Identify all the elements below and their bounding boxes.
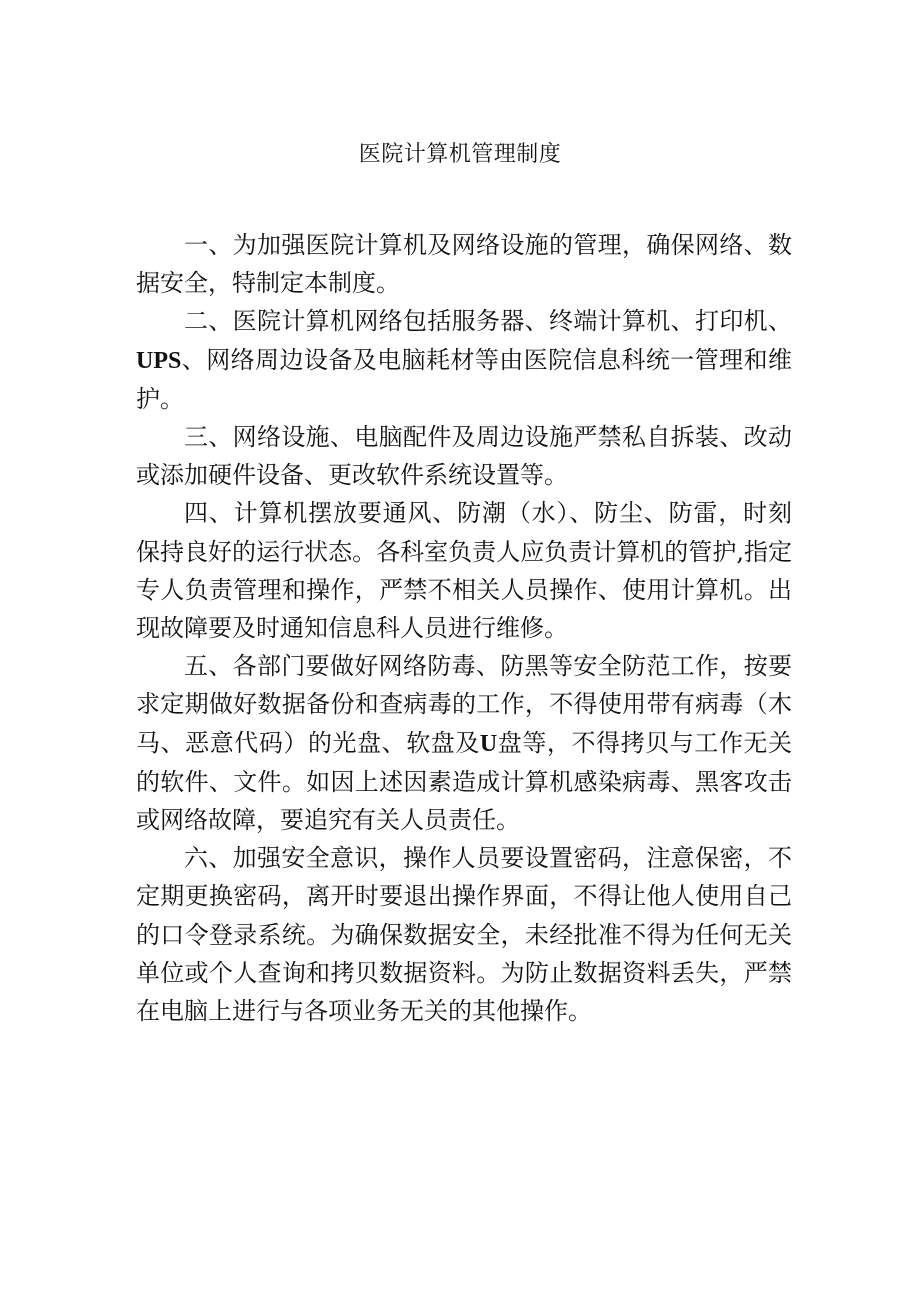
document-body <box>136 226 792 1030</box>
paragraph-3: 三、网络设施、电脑配件及周边设施严禁私自拆装、改动或添加硬件设备、更改软件系统设置等。 <box>136 423 792 490</box>
paragraph-5-text-after: 盘等，不得拷贝与工作无关的软件、文件。如因上述因素造成计算机感染病毒、黑客攻击或网络故障，要追究有关人员责任。 <box>136 728 792 835</box>
paragraph-5-u-term: U <box>479 730 498 757</box>
paragraph-2-text-after: 、网络周边设备及电脑耗材等由医院信息科统一管理和维护。 <box>136 345 792 413</box>
paragraph-4: 四、计算机摆放要通风、防潮（水）、防尘、防雷，时刻保持良好的运行状态。各科室负责人应负责计算机的管护,指定专人负责管理和操作，严禁不相关人员操作、使用计算机。出现故障要及时通知信息科人员进行维修。 <box>136 499 792 643</box>
paragraph-6: 六、加强安全意识，操作人员要设置密码，注意保密，不定期更换密码，离开时要退出操作界面，不得让他人使用自己的口令登录系统。为确保数据安全，未经批准不得为任何无关单位或个人查询和拷贝数据资料。为防止数据资料丢失，严禁在电脑上进行与各项业务无关的其他操作。 <box>136 844 792 1026</box>
document-title: 医院计算机管理制度 <box>358 142 562 167</box>
paragraph-1: 一、为加强医院计算机及网络设施的管理，确保网络、数据安全，特制定本制度。 <box>136 231 792 298</box>
paragraph-2-ups-term: UPS <box>136 347 182 374</box>
paragraph-2-text-before: 二、医院计算机网络包括服务器、终端计算机、打印机、 <box>184 307 792 336</box>
paragraph-5-text-before: 五、各部门要做好网络防毒、防黑等安全防范工作，按要求定期做好数据备份和查病毒的工作，不得使用带有病毒（木马、恶意代码）的光盘、软盘及 <box>136 652 792 757</box>
paragraph-5 <box>136 647 792 839</box>
paragraph-2 <box>136 302 792 418</box>
